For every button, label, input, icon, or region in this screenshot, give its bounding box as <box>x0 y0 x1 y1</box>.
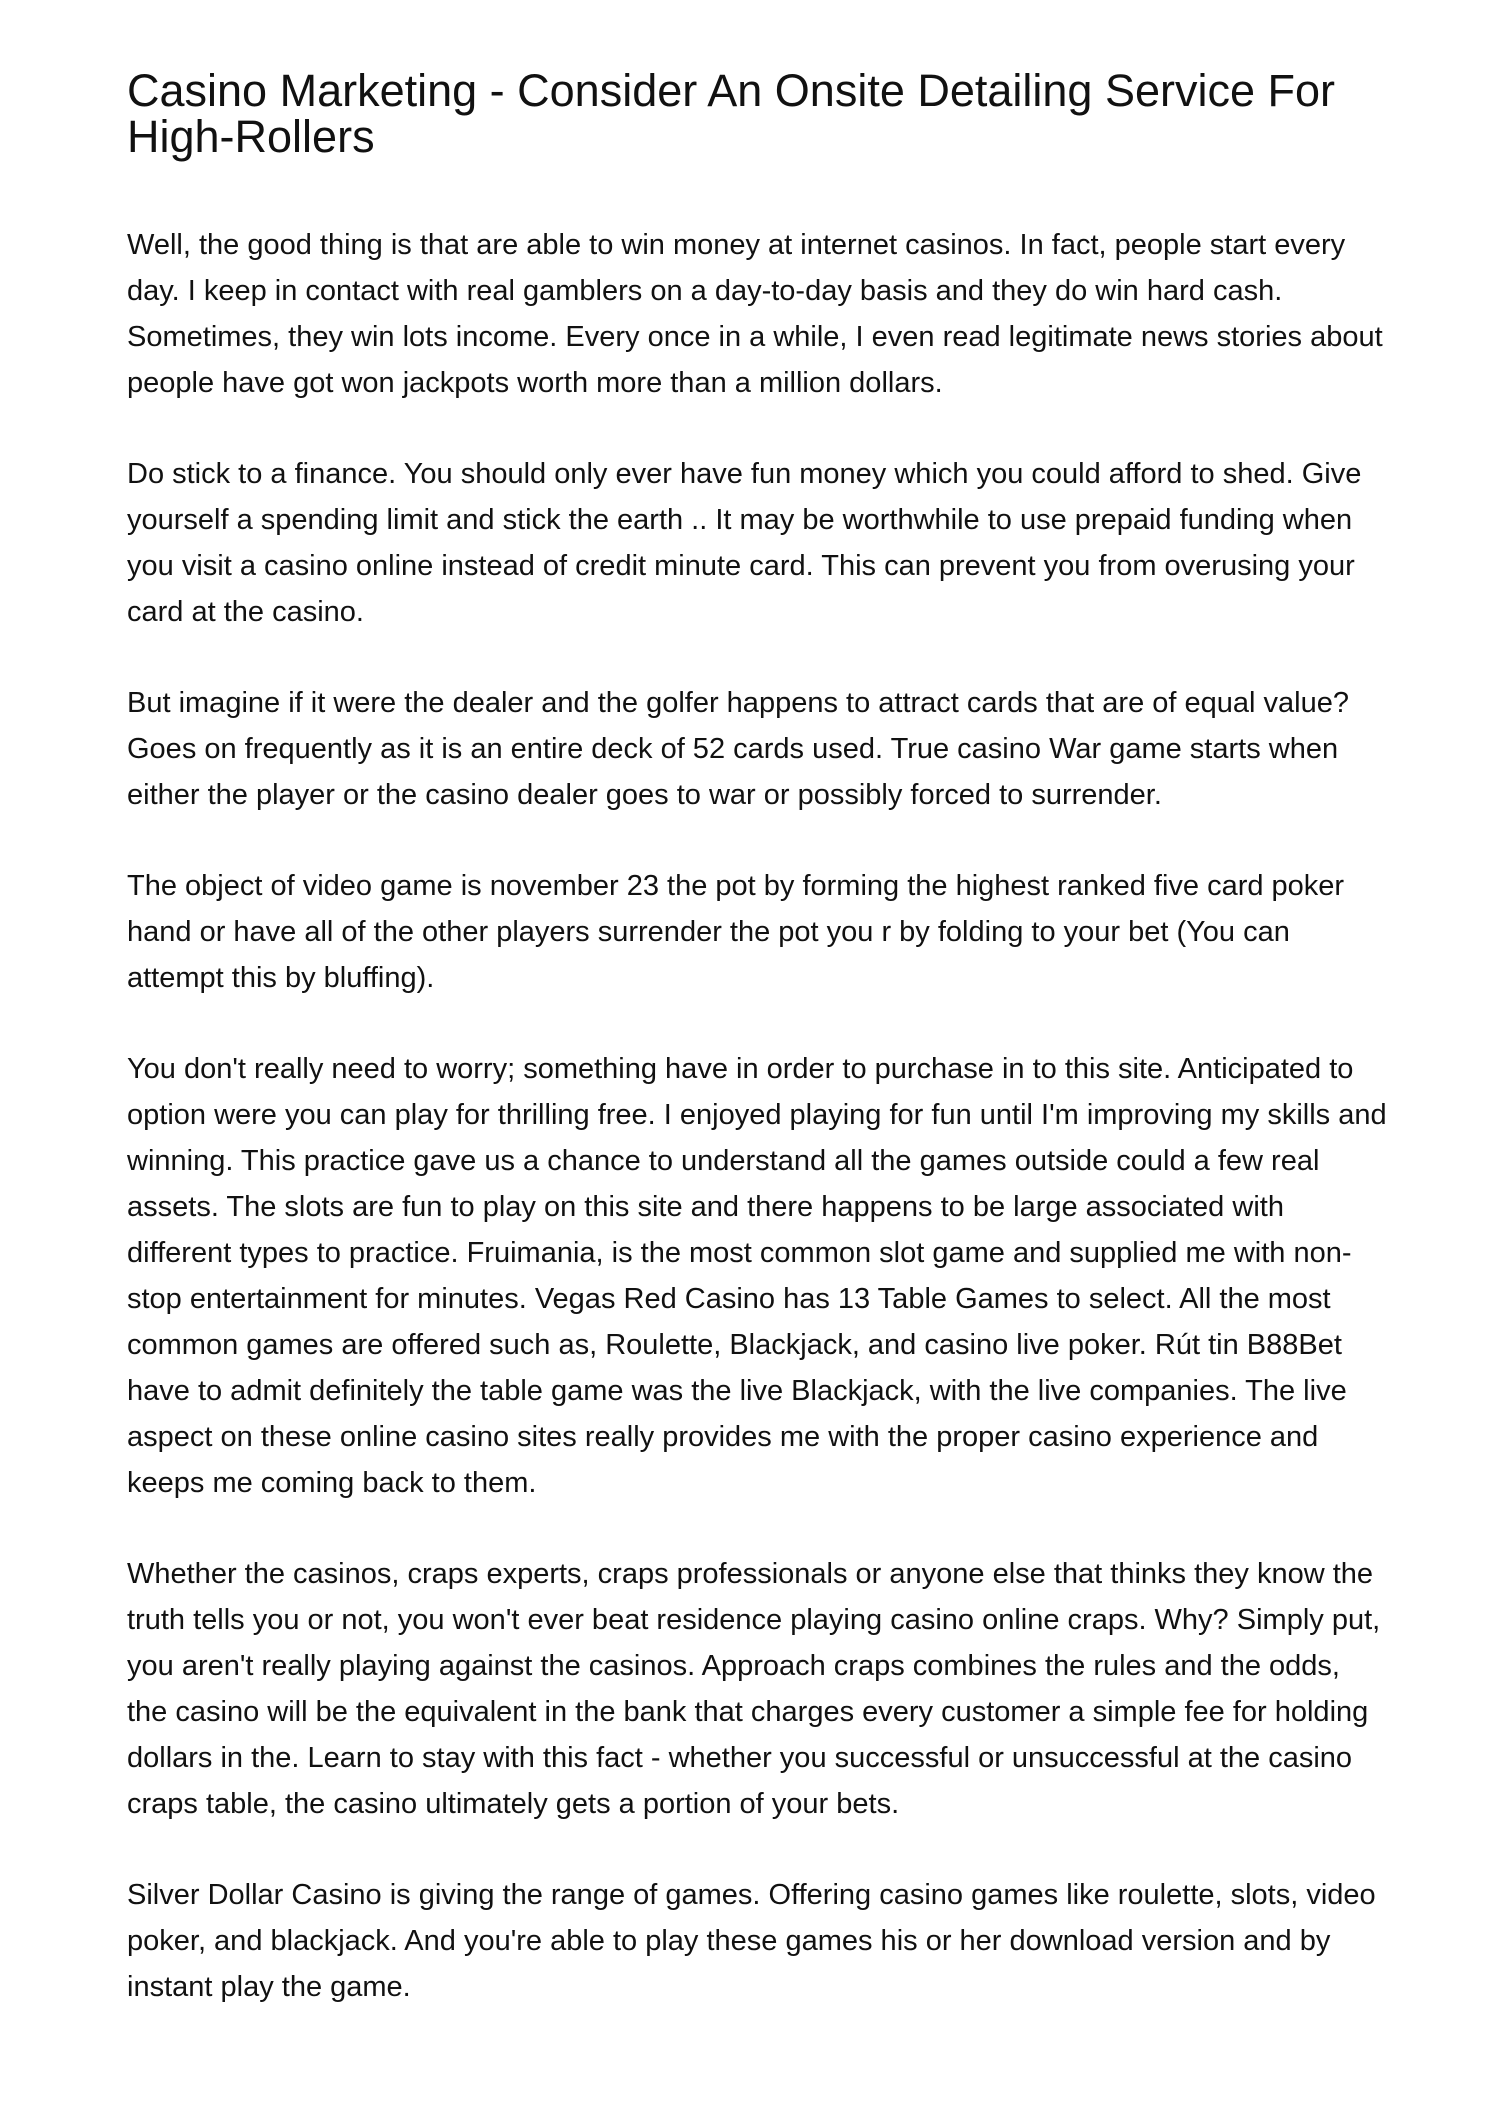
paragraph-5-text-before: You don't really need to worry; something have in order to purchase in to this site. Anticipated to option were you can play for thrilling free. I enjoyed playing for fun until I'm improving my skills and winning. This practice gave us a chance to understand all the games outside could a few real assets. The slots are fun to play on this site and there happens to be large associated with different types to practice. Fruimania, is the most common slot game and supplied me with non-stop entertainment for minutes. Vegas Red Casino has 13 Table Games to select. All the most common games are offered such as, Roulette, Blackjack, and casino live poker. <box>127 1053 1387 1361</box>
document-page <box>127 65 1387 2055</box>
document-title: Casino Marketing - Consider An Onsite Detailing Service For High-Rollers <box>127 65 1336 162</box>
inline-link-b88bet[interactable]: Rút tin B88Bet <box>1154 1329 1342 1361</box>
document-body <box>127 222 1387 2010</box>
paragraph-4: The object of video game is november 23 the pot by forming the highest ranked five card poker hand or have all of the other players surrender the pot you r by folding to your bet (You can attempt this by bluffing). <box>127 870 1345 994</box>
paragraph-1: Well, the good thing is that are able to win money at internet casinos. In fact, people start every day. I keep in contact with real gamblers on a day-to-day basis and they do win hard cash. Sometimes, they win lots income. Every once in a while, I even read legitimate news stories about people have got won jackpots worth more than a million dollars. <box>127 229 1383 399</box>
paragraph-5 <box>127 1046 1387 1506</box>
paragraph-7: Silver Dollar Casino is giving the range of games. Offering casino games like roulette, slots, video poker, and blackjack. And you're able to play these games his or her download version and by instant play the game. <box>127 1879 1376 2003</box>
paragraph-6: Whether the casinos, craps experts, craps professionals or anyone else that thinks they know the truth tells you or not, you won't ever beat residence playing casino online craps. Why? Simply put, you aren't really playing against the casinos. Approach craps combines the rules and the odds, the casino will be the equivalent in the bank that charges every customer a simple fee for holding dollars in the. Learn to stay with this fact - whether you successful or unsuccessful at the casino craps table, the casino ultimately gets a portion of your bets. <box>127 1558 1381 1820</box>
paragraph-3: But imagine if it were the dealer and the golfer happens to attract cards that are of equal value? Goes on frequently as it is an entire deck of 52 cards used. True casino War game starts when either the player or the casino dealer goes to war or possibly forced to surrender. <box>127 687 1349 811</box>
paragraph-5-text-after: have to admit definitely the table game was the live Blackjack, with the live companies. The live aspect on these online casino sites really provides me with the proper casino experience and keeps me coming back to them. <box>127 1375 1347 1499</box>
paragraph-2: Do stick to a finance. You should only ever have fun money which you could afford to shed. Give yourself a spending limit and stick the earth .. It may be worthwhile to use prepaid funding when you visit a casino online instead of credit minute card. This can prevent you from overusing your card at the casino. <box>127 458 1362 628</box>
